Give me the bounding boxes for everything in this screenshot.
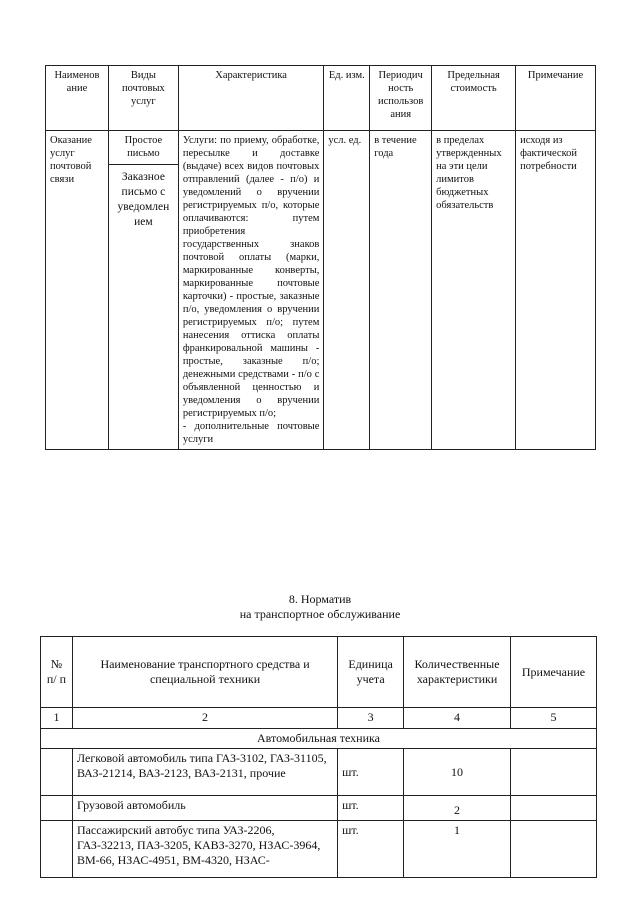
table-row (41, 749, 597, 796)
row-number (41, 821, 73, 878)
vehicle-note (511, 796, 597, 821)
header-cell: Виды почтовых услуг (108, 66, 178, 131)
column-number-row (41, 708, 597, 729)
row-number (41, 796, 73, 821)
section-heading (0, 592, 640, 622)
note-cell: исходя из фактической потребности (516, 131, 596, 450)
table-row (46, 131, 596, 450)
vehicle-unit: шт. (338, 796, 404, 821)
header-cell: Ед. изм. (324, 66, 370, 131)
vehicle-note (511, 749, 597, 796)
header-cell: Наименов ание (46, 66, 109, 131)
service-simple-letter: Простое письмо (109, 131, 178, 165)
header-cell: Предельная стоимость (432, 66, 516, 131)
unit-cell: усл. ед. (324, 131, 370, 450)
table-header-row (46, 66, 596, 131)
table-header-row (41, 637, 597, 708)
vehicle-quantity: 10 (404, 749, 511, 796)
characteristic-cell (178, 131, 324, 450)
vehicle-name: Пассажирский автобус типа УАЗ-2206, ГАЗ-32213, ПАЗ-3205, КАВЗ-3270, НЗАС-3964, ВМ-66, НЗАС-4951, ВМ-4320, НЗАС- (72, 821, 337, 878)
header-cell: № п/ п (41, 637, 73, 708)
service-name-cell: Оказание услуг почтовой связи (46, 131, 109, 450)
table-row (41, 796, 597, 821)
header-cell: Примечание (516, 66, 596, 131)
group-row (41, 729, 597, 749)
column-number: 2 (72, 708, 337, 729)
header-cell: Периодич ность использов ания (370, 66, 432, 131)
service-types-cell (108, 131, 178, 450)
column-number: 5 (511, 708, 597, 729)
vehicle-name: Грузовой автомобиль (72, 796, 337, 821)
header-cell: Примечание (511, 637, 597, 708)
header-cell: Единица учета (338, 637, 404, 708)
column-number: 3 (338, 708, 404, 729)
vehicle-quantity: 1 (404, 821, 511, 878)
column-number: 4 (404, 708, 511, 729)
section-subtitle: на транспортное обслуживание (239, 607, 401, 621)
row-number (41, 749, 73, 796)
vehicle-note (511, 821, 597, 878)
header-cell: Наименование транспортного средства и специальной техники (72, 637, 337, 708)
service-registered-letter: Заказное письмо с уведомлен ием (117, 171, 170, 228)
vehicle-quantity: 2 (404, 796, 511, 821)
header-cell: Количественные характеристики (404, 637, 511, 708)
period-cell: в течение года (370, 131, 432, 450)
vehicle-unit: шт. (338, 749, 404, 796)
table-row (41, 821, 597, 878)
characteristic-text: Услуги: по приему, обработке, пересылке и доставке (выдаче) всех видов почтовых отправлений (далее - п/о) и уведомлений о вручении регистрируемых п/о, которые оплачиваются: путем приобретения государственных знаков почтовой оплаты (марки, маркированные конверты, маркированные почтовые карточки) - простые, заказные п/о, уведомления о вручении регистрируемых п/о; путем нанесения оттиска оплаты франкировальной машины - простые, заказные п/о; денежными средствами - п/о с объявленной ценностью и уведомления о вручении регистрируемых п/о; - дополнительные почтовые услуги (182, 135, 320, 445)
header-cell: Характеристика (178, 66, 324, 131)
section-title: 8. Норматив (288, 592, 352, 606)
vehicle-name: Легковой автомобиль типа ГАЗ-3102, ГАЗ-31105, ВАЗ-21214, ВАЗ-2123, ВАЗ-2131, прочие (72, 749, 337, 796)
price-limit-cell: в пределах утвержденных на эти цели лимитов бюджетных обязательств (432, 131, 516, 450)
group-label: Автомобильная техника (41, 729, 597, 749)
column-number: 1 (41, 708, 73, 729)
transport-table (40, 636, 597, 878)
services-table (45, 65, 596, 450)
vehicle-unit: шт. (338, 821, 404, 878)
